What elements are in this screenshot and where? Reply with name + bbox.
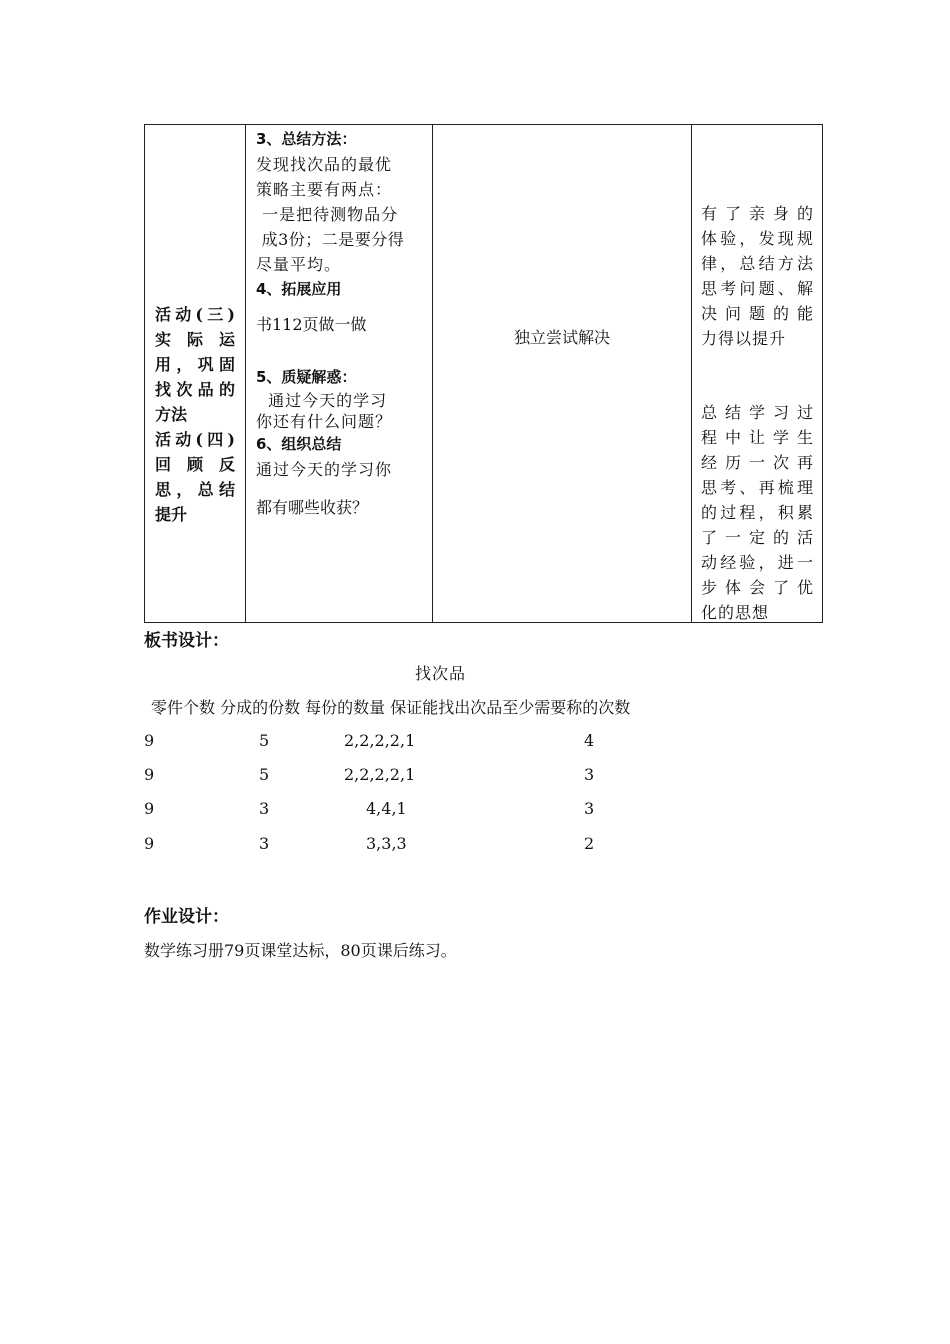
board-count: 9 <box>144 731 155 750</box>
intent-line: 步体会了优 <box>701 578 813 597</box>
board-parts: 5 <box>259 765 270 784</box>
intent-line: 力得以提升 <box>701 329 787 348</box>
activity-line: 活动(三) <box>155 305 235 324</box>
board-times: 3 <box>584 799 595 818</box>
step-heading: 4、拓展应用 <box>256 280 342 298</box>
teacher-activity-cell <box>246 125 433 623</box>
activity-line: 找次品的 <box>155 380 235 399</box>
design-intent-cell <box>692 125 823 623</box>
board-parts: 5 <box>259 731 270 750</box>
intent-line: 的过程，积累 <box>701 503 813 522</box>
homework-heading: 作业设计： <box>144 907 229 927</box>
intent-line: 动经验，进一 <box>701 553 813 572</box>
intent-line: 体验，发现规 <box>701 229 813 248</box>
step-text: 成3份；二是要分得 <box>256 230 405 249</box>
table-row <box>145 125 823 623</box>
intent-line: 决问题的能 <box>701 304 813 323</box>
step-text: 尽量平均。 <box>256 255 342 274</box>
step-text: 发现找次品的最优 <box>256 155 393 174</box>
intent-line: 思考、再梳理 <box>701 478 813 497</box>
board-parts: 3 <box>259 834 270 853</box>
board-count: 9 <box>144 834 155 853</box>
activity-line: 思，总结 <box>155 480 235 499</box>
intent-line: 有了亲身的 <box>701 204 813 223</box>
intent-line: 总结学习过 <box>701 403 813 422</box>
intent-line: 经历一次再 <box>701 453 813 472</box>
board-each: 2,2,2,2,1 <box>344 731 416 750</box>
activity-line: 回顾反 <box>155 455 235 474</box>
intent-line: 了一定的活 <box>701 528 813 547</box>
activity-line: 实际运 <box>155 330 235 349</box>
activity-cell <box>145 125 246 623</box>
board-each: 3,3,3 <box>366 834 407 853</box>
board-times: 2 <box>584 834 595 853</box>
board-each: 2,2,2,2,1 <box>344 765 416 784</box>
design-intent-block <box>701 201 813 351</box>
homework-text: 数学练习册79页课堂达标，80页课后练习。 <box>144 941 457 960</box>
step-text: 一是把待测物品分 <box>256 205 399 224</box>
step-text: 策略主要有两点： <box>256 180 393 199</box>
teacher-activity-content <box>256 125 424 520</box>
intent-line: 化的思想 <box>701 603 770 622</box>
board-design-heading: 板书设计： <box>144 631 229 651</box>
board-times: 4 <box>584 731 595 750</box>
activity-line: 方法 <box>155 405 188 424</box>
student-activity-cell <box>433 125 692 623</box>
step-text: 通过今天的学习 <box>256 391 388 410</box>
step-text: 都有哪些收获？ <box>256 498 369 517</box>
step-text: 通过今天的学习你 <box>256 460 393 479</box>
board-count: 9 <box>144 765 155 784</box>
board-header: 零件个数 分成的份数 每份的数量 保证能找出次品至少需要称的次数 <box>151 698 631 717</box>
board-title: 找次品 <box>415 664 467 683</box>
activity-line: 用，巩固 <box>155 355 235 374</box>
activity-line: 活动(四) <box>155 430 235 449</box>
step-heading: 6、组织总结 <box>256 435 342 453</box>
step-heading: 5、质疑解惑： <box>256 368 357 386</box>
intent-line: 律，总结方法 <box>701 254 813 273</box>
board-each: 4,4,1 <box>366 799 407 818</box>
intent-line: 思考问题、解 <box>701 279 813 298</box>
student-activity-text: 独立尝试解决 <box>513 328 610 347</box>
design-intent-block <box>701 400 813 625</box>
activity-line: 提升 <box>155 505 188 524</box>
intent-line: 程中让学生 <box>701 428 813 447</box>
activity-title <box>155 302 235 527</box>
lesson-table <box>144 124 823 623</box>
board-times: 3 <box>584 765 595 784</box>
step-text: 你还有什么问题？ <box>256 412 393 431</box>
board-parts: 3 <box>259 799 270 818</box>
step-text: 书112页做一做 <box>256 315 367 334</box>
board-count: 9 <box>144 799 155 818</box>
step-heading: 3、总结方法： <box>256 130 357 148</box>
